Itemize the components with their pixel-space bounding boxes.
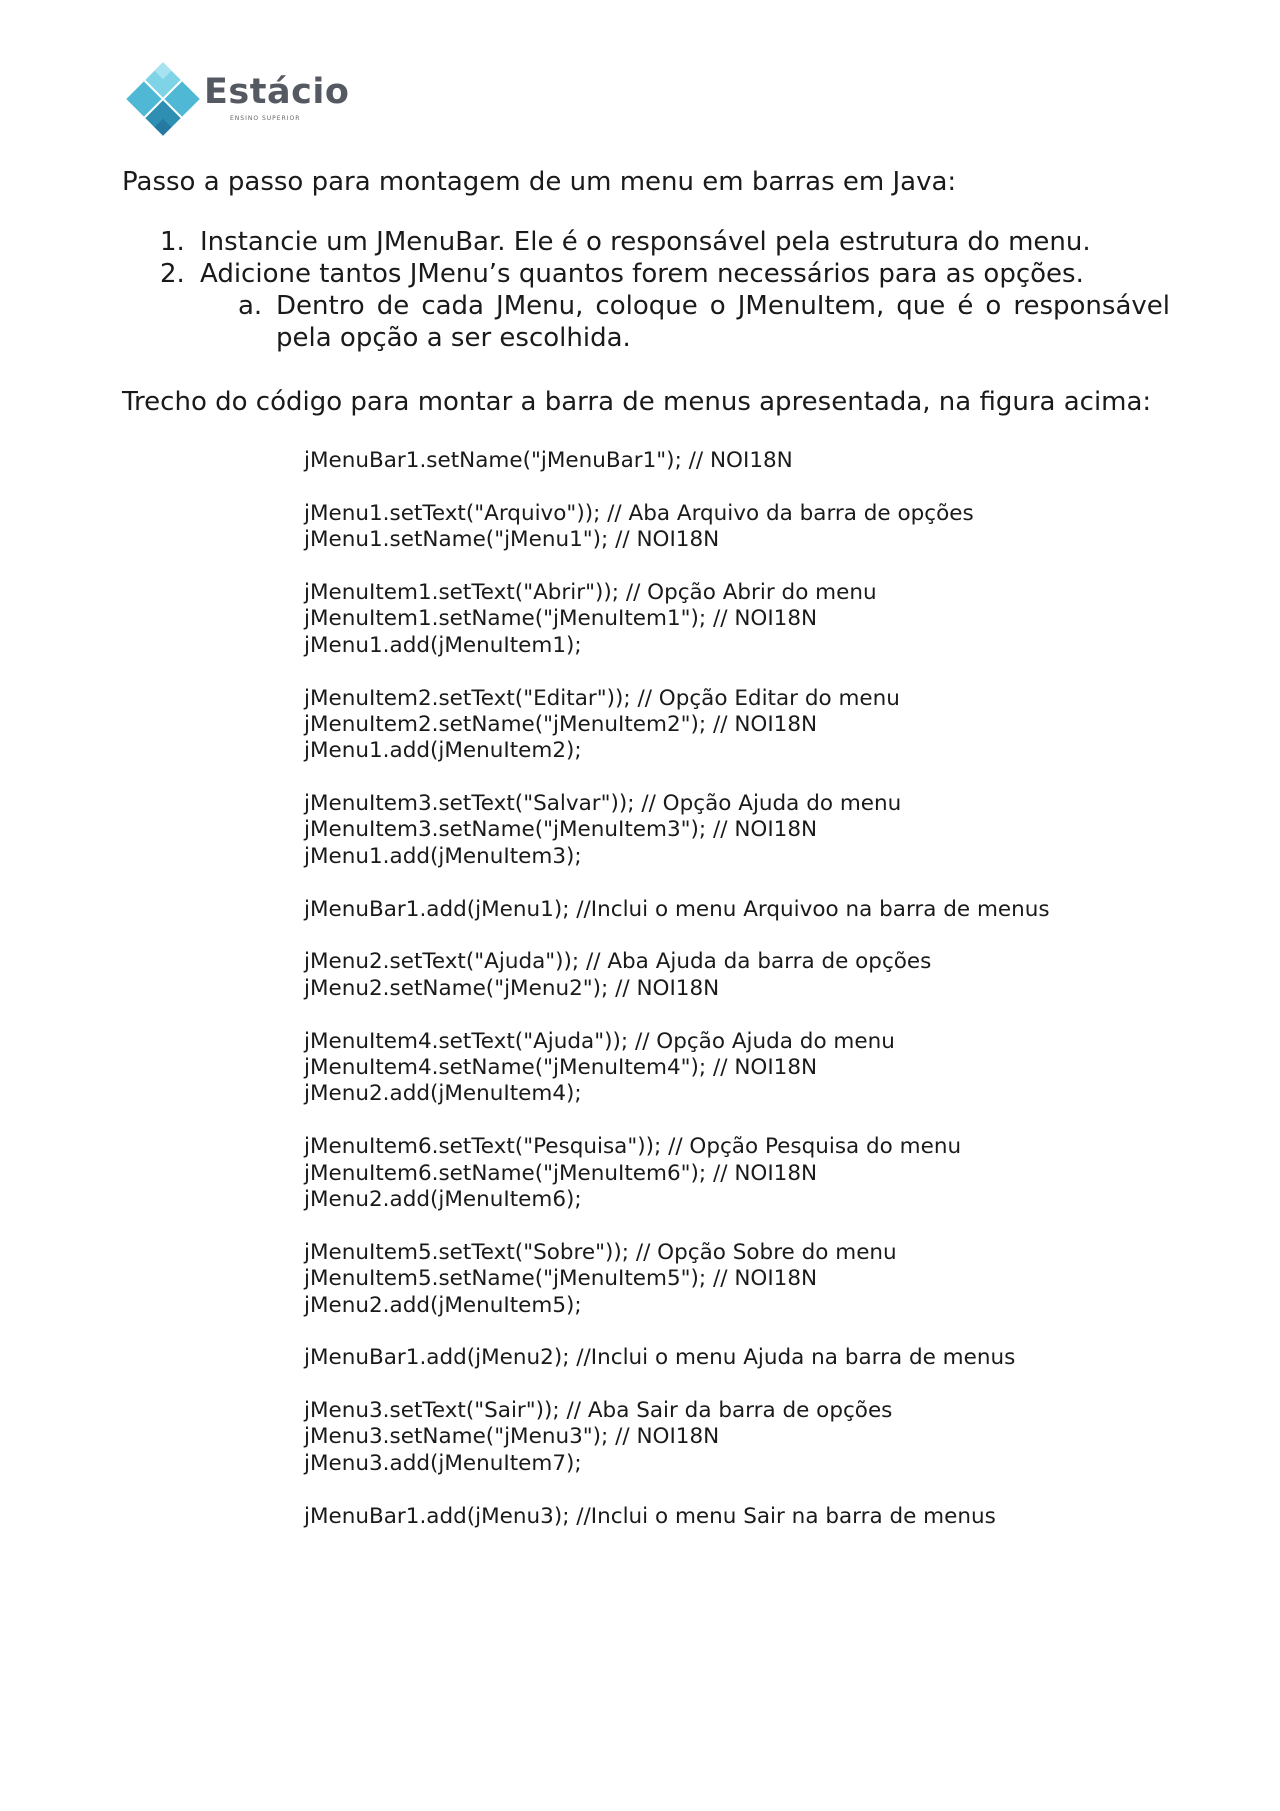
code-line: jMenuBar1.add(jMenu2); //Inclui o menu Ajuda na barra de menus [304,1345,1016,1371]
code-line: jMenuItem6.setText("Pesquisa")); // Opção Pesquisa do menu [304,1134,962,1160]
code-line: jMenu3.setName("jMenu3"); // NOI18N [304,1424,720,1450]
substep-text: Dentro de cada JMenu, coloque o JMenuItem, que é o responsável pela opção a ser escolhida. [276,291,1170,353]
code-line: jMenuItem2.setName("jMenuItem2"); // NOI18N [304,711,818,737]
code-spacer [304,659,1050,685]
code-line: jMenu1.add(jMenuItem3); [304,843,582,869]
code-line: jMenuBar1.add(jMenu3); //Inclui o menu Sair na barra de menus [304,1503,996,1529]
logo-tagline: ENSINO SUPERIOR [230,115,301,122]
code-spacer [304,870,1050,896]
code-line: jMenu3.add(jMenuItem7); [304,1450,582,1476]
code-spacer [304,1319,1050,1345]
code-line: jMenuItem1.setName("jMenuItem1"); // NOI18N [304,606,818,632]
code-snippet [304,448,1050,1530]
estacio-logo [124,58,364,140]
code-line: jMenuItem4.setText("Ajuda")); // Opção Ajuda do menu [304,1028,895,1054]
code-line: jMenu2.add(jMenuItem5); [304,1292,582,1318]
code-lead-text: Trecho do código para montar a barra de menus apresentada, na figura acima: [122,387,1152,417]
code-line: jMenu1.add(jMenuItem1); [304,632,582,658]
code-spacer [304,765,1050,791]
code-line: jMenuItem4.setName("jMenuItem4"); // NOI18N [304,1054,818,1080]
code-line: jMenu2.setName("jMenu2"); // NOI18N [304,975,720,1001]
code-spacer [304,1372,1050,1398]
steps-list [160,226,1170,354]
code-line: jMenu2.add(jMenuItem6); [304,1186,582,1212]
code-line: jMenuItem1.setText("Abrir")); // Opção Abrir do menu [304,579,877,605]
step-number: 2. [160,259,185,289]
code-spacer [304,1108,1050,1134]
code-line: jMenuItem5.setText("Sobre")); // Opção Sobre do menu [304,1239,897,1265]
code-line: jMenuItem3.setName("jMenuItem3"); // NOI18N [304,817,818,843]
code-line: jMenuBar1.setName("jMenuBar1"); // NOI18N [304,448,793,473]
code-spacer [304,1002,1050,1028]
step-text: Adicione tantos JMenu’s quantos forem necessários para as opções. [200,259,1084,289]
code-line: jMenu2.add(jMenuItem4); [304,1081,582,1107]
code-line: jMenuItem3.setText("Salvar")); // Opção Ajuda do menu [304,791,902,817]
code-line: jMenuItem5.setName("jMenuItem5"); // NOI18N [304,1266,818,1292]
estacio-logo-mark [124,58,202,140]
logo-wordmark: Estácio [204,72,350,112]
step-item [160,258,1170,290]
code-line: jMenu1.setText("Arquivo")); // Aba Arquivo da barra de opções [304,500,974,526]
code-line: jMenu2.setText("Ajuda")); // Aba Ajuda da barra de opções [304,949,932,975]
step-item [160,226,1170,258]
code-spacer [304,554,1050,580]
code-line: jMenu1.setName("jMenu1"); // NOI18N [304,527,720,553]
intro-text: Passo a passo para montagem de um menu em barras em Java: [122,167,957,197]
code-line: jMenuItem6.setName("jMenuItem6"); // NOI18N [304,1160,818,1186]
code-spacer [304,474,1050,500]
code-spacer [304,1213,1050,1239]
code-spacer [304,923,1050,949]
code-line: jMenu1.add(jMenuItem2); [304,738,582,764]
step-number: 1. [160,227,185,257]
substep-letter: a. [238,291,263,321]
code-spacer [304,1477,1050,1503]
code-line: jMenu3.setText("Sair")); // Aba Sair da barra de opções [304,1398,893,1424]
substep-item [238,290,1170,354]
code-line: jMenuBar1.add(jMenu1); //Inclui o menu Arquivoo na barra de menus [304,896,1050,922]
step-text: Instancie um JMenuBar. Ele é o responsável pela estrutura do menu. [200,227,1091,257]
code-line: jMenuItem2.setText("Editar")); // Opção Editar do menu [304,685,900,711]
